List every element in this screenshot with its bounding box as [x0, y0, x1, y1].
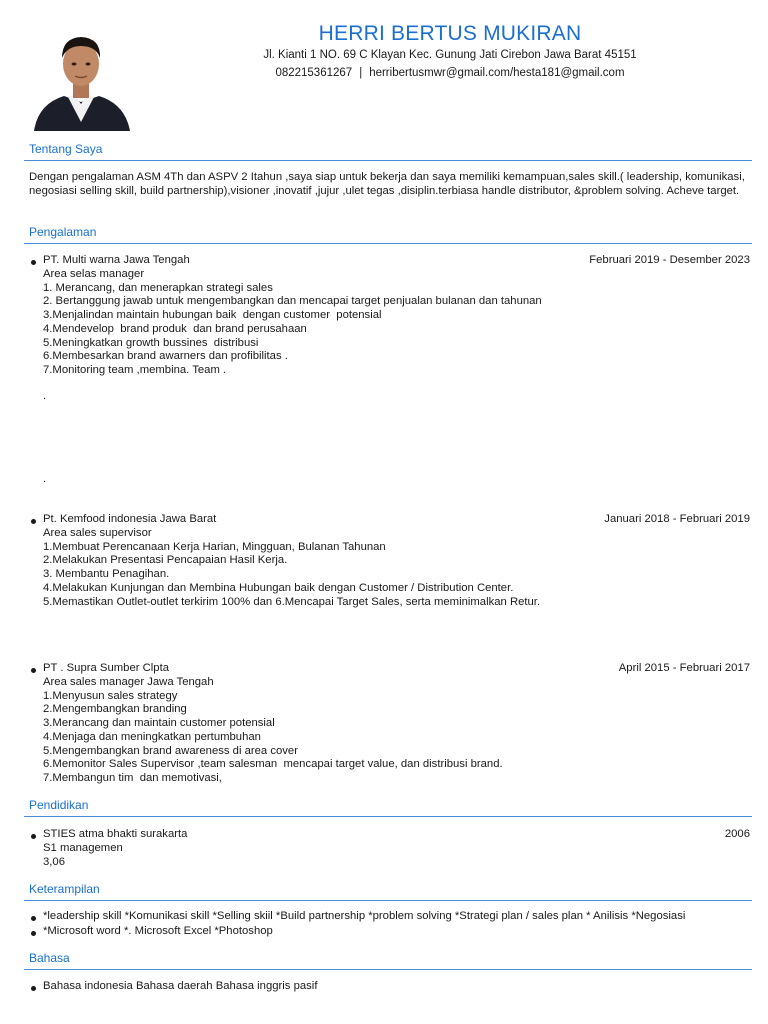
contact-separator: | [359, 67, 363, 79]
list-bullet [31, 916, 36, 921]
list-bullet [31, 986, 36, 991]
phone: 082215361267 [275, 67, 353, 79]
job-duty: 6.Memonitor Sales Supervisor ,team salesman mencapai target value, dan distribusi brand. [43, 758, 503, 771]
job-details [43, 527, 743, 609]
section-divider [24, 969, 752, 970]
job-duty: 1.Menyusun sales strategy [43, 689, 178, 702]
list-bullet [31, 931, 36, 936]
skill-item: *Microsoft word *. Microsoft Excel *Photoshop [43, 925, 273, 937]
address: Jl. Kianti 1 NO. 69 C Klayan Kec. Gunung Jati Cirebon Jawa Barat 45151 [263, 49, 637, 61]
job-company: Pt. Kemfood indonesia Jawa Barat [43, 513, 217, 525]
contact-line [140, 67, 760, 79]
skill-item: *leadership skill *Komunikasi skill *Selling skiil *Build partnership *problem solving *Strategi plan / sales plan * Anilisis *Negosiasi [43, 910, 686, 922]
education-gpa: 3,06 [43, 855, 65, 868]
trailing-dot: . [43, 473, 47, 485]
job-duty: 1.Membuat Perencanaan Kerja Harian, Mingguan, Bulanan Tahunan [43, 540, 386, 553]
section-divider [24, 900, 752, 901]
job-duty: 3. Membantu Penagihan. [43, 568, 170, 581]
candidate-name: HERRI BERTUS MUKIRAN [318, 22, 582, 45]
section-title-about: Tentang Saya [29, 142, 103, 156]
email[interactable]: herribertusmwr@gmail.com/hesta181@gmail.com [369, 67, 625, 79]
section-divider [24, 816, 752, 817]
job-duty: 7.Monitoring team ,membina. Team . [43, 363, 227, 376]
section-divider [24, 160, 752, 161]
job-duty: 3.Merancang dan maintain customer potensial [43, 717, 275, 730]
job-duty: 4.Melakukan Kunjungan dan Membina Hubungan baik dengan Customer / Distribution Center. [43, 581, 514, 594]
job-date: Januari 2018 - Februari 2019 [604, 513, 750, 525]
job-duty: 5.Mengembangkan brand awareness di area cover [43, 744, 298, 757]
job-date: Februari 2019 - Desember 2023 [589, 254, 750, 266]
job-duty: 6.Membesarkan brand awarners dan profibilitas . [43, 350, 288, 363]
job-duty: 4.Menjaga dan meningkatkan pertumbuhan [43, 730, 261, 743]
job-duty: 2.Mengembangkan branding [43, 703, 187, 716]
education-year: 2006 [724, 828, 750, 840]
section-divider [24, 243, 752, 244]
job-duty: 7.Membangun tim dan memotivasi, [43, 771, 222, 784]
job-details [43, 268, 743, 378]
job-duty: 2. Bertanggung jawab untuk mengembangkan dan mencapai target penjualan bulanan dan tahunan [43, 295, 542, 308]
section-title-skills: Keterampilan [29, 882, 100, 896]
profile-photo [24, 24, 139, 131]
list-bullet [31, 668, 36, 673]
person-portrait-icon [24, 24, 139, 131]
education-degree: S1 managemen [43, 842, 123, 854]
about-text: Dengan pengalaman ASM 4Th dan ASPV 2 Itahun ,saya siap untuk bekerja dan saya memiliki kemampuan,sales skill.( leadership, komunikasi, negosiasi selling skill, build partnership),visioner ,inovatif ,jujur ,ulet tegas ,disiplin.terbiasa handle distributor, &problem solving. Acheve target. [29, 171, 745, 197]
trailing-dot: . [43, 390, 47, 402]
job-duty: 5.Meningkatkan growth bussines distribusi [43, 336, 259, 349]
job-date: April 2015 - Februari 2017 [618, 662, 750, 674]
list-bullet [31, 834, 36, 839]
job-duty: 2.Melakukan Presentasi Pencapaian Hasil Kerja. [43, 554, 288, 567]
job-role: Area sales supervisor [43, 527, 152, 539]
list-bullet [31, 260, 36, 265]
education-school: STIES atma bhakti surakarta [43, 828, 188, 840]
section-title-languages: Bahasa [29, 951, 70, 965]
job-duty: 5.Memastikan Outlet-outlet terkirim 100% dan 6.Mencapai Target Sales, serta meminimalkan Retur. [43, 595, 541, 608]
job-company: PT. Multi warna Jawa Tengah [43, 254, 190, 266]
job-duty: 3.Menjalindan maintain hubungan baik dengan customer potensial [43, 309, 382, 322]
list-bullet [31, 519, 36, 524]
section-title-experience: Pengalaman [29, 225, 97, 239]
section-title-education: Pendidikan [29, 798, 89, 812]
language-item: Bahasa indonesia Bahasa daerah Bahasa inggris pasif [43, 980, 318, 992]
job-role: Area sales manager Jawa Tengah [43, 676, 214, 688]
job-role: Area selas manager [43, 268, 145, 280]
education-details [43, 842, 743, 869]
job-duty: 1. Merancang, dan menerapkan strategi sales [43, 281, 273, 294]
job-duty: 4.Mendevelop brand produk dan brand perusahaan [43, 322, 307, 335]
job-company: PT . Supra Sumber Clpta [43, 662, 169, 674]
job-details [43, 676, 743, 786]
